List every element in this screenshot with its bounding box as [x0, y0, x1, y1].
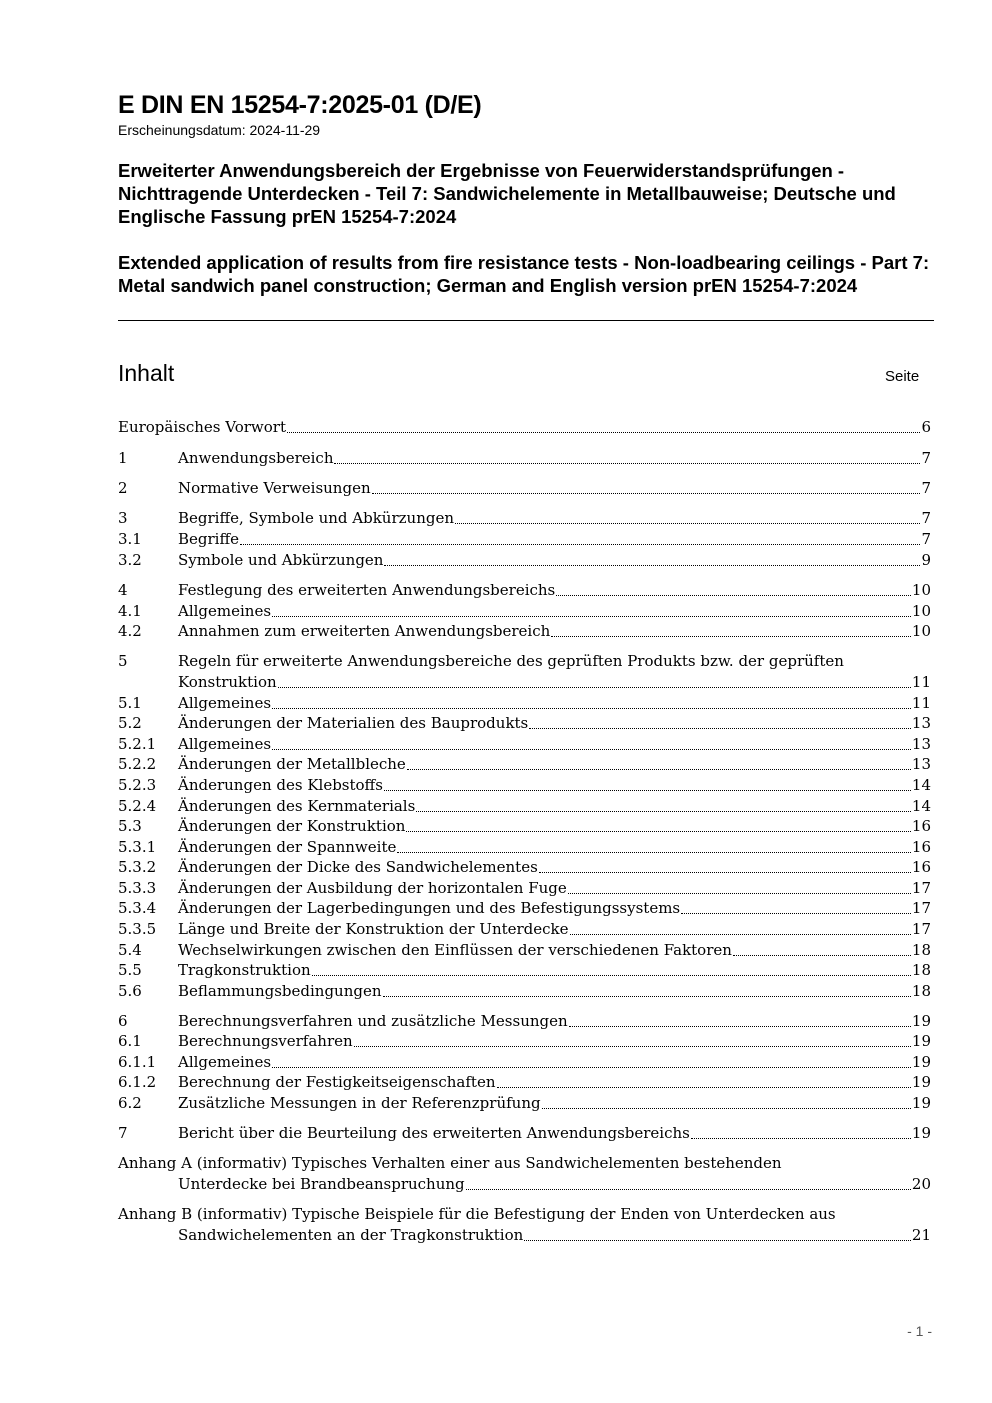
- toc-entry[interactable]: [118, 775, 931, 796]
- toc-entry[interactable]: [118, 940, 931, 961]
- toc-entry-number: 5.2.1: [118, 735, 157, 753]
- toc-entry[interactable]: [118, 529, 931, 550]
- toc-entry[interactable]: [118, 417, 931, 438]
- toc-entry-title: Berechnungsverfahren: [178, 1032, 353, 1050]
- toc-entry-page: 16: [911, 858, 931, 876]
- toc-page-label: Seite: [885, 368, 920, 385]
- toc-dot-leader: [240, 544, 920, 545]
- toc-entry-title: Beflammungsbedingungen: [178, 982, 382, 1000]
- toc-entry-number: 6: [118, 1012, 128, 1030]
- toc-entry-number: 6.2: [118, 1094, 142, 1112]
- toc-entry[interactable]: [118, 960, 931, 981]
- toc-entry-title-line1-text: Regeln für erweiterte Anwendungsbereiche des geprüften Produkts bzw. der geprüften: [178, 652, 844, 670]
- toc-entry[interactable]: [118, 857, 931, 878]
- toc-entry[interactable]: [118, 672, 931, 693]
- toc-dot-leader: [384, 790, 911, 791]
- toc-entry-number: 7: [118, 1124, 128, 1142]
- toc-dot-leader: [542, 1108, 911, 1109]
- toc-heading: Inhalt: [118, 360, 175, 386]
- toc-dot-leader: [397, 852, 911, 853]
- toc-dot-leader: [278, 687, 911, 688]
- toc-entry[interactable]: [118, 1031, 931, 1052]
- toc-entry[interactable]: [118, 713, 931, 734]
- toc-dot-leader: [556, 595, 911, 596]
- toc-entry-number: 6.1: [118, 1032, 142, 1050]
- page-number: - 1 -: [907, 1323, 932, 1339]
- toc-dot-leader: [287, 432, 920, 433]
- toc-dot-leader: [312, 975, 911, 976]
- toc-entry[interactable]: [118, 878, 931, 899]
- toc-dot-leader: [466, 1189, 911, 1190]
- toc-entry[interactable]: [118, 1225, 931, 1246]
- title-german: Erweiterter Anwendungsbereich der Ergebnisse von Feuerwiderstandsprüfungen - Nichttragende Unterdecken - Teil 7: Sandwichelemente in Metallbauweise; Deutsche und Englische Fassung prEN 15254-7:2024: [118, 160, 896, 227]
- toc-entry-title: Sandwichelementen an der Tragkonstruktion: [178, 1226, 524, 1244]
- toc-entry-page: 19: [911, 1053, 931, 1071]
- toc-entry-title-line1: [118, 1204, 931, 1225]
- toc-entry-title-line1: [118, 651, 931, 672]
- toc-entry[interactable]: [118, 754, 931, 775]
- toc-entry[interactable]: [118, 621, 931, 642]
- toc-entry-page: 14: [911, 776, 931, 794]
- toc-entry-page: 13: [911, 714, 931, 732]
- toc-entry-number: 5.3.4: [118, 899, 157, 917]
- toc-entry-page: 11: [911, 673, 931, 691]
- toc-entry[interactable]: [118, 1052, 931, 1073]
- toc-entry-title: Wechselwirkungen zwischen den Einflüssen der verschiedenen Faktoren: [178, 941, 732, 959]
- toc-entry-title: Begriffe, Symbole und Abkürzungen: [178, 509, 454, 527]
- toc-entry-number: 5.2.3: [118, 776, 157, 794]
- toc-entry-title-line1-text: Anhang B (informativ) Typische Beispiele für die Befestigung der Enden von Unterdecken aus: [118, 1205, 836, 1223]
- toc-dot-leader: [568, 893, 911, 894]
- toc-dot-leader: [334, 463, 920, 464]
- toc-entry-page: 10: [911, 602, 931, 620]
- toc-entry-title: Änderungen des Kernmaterials: [178, 797, 416, 815]
- toc-entry-page: 9: [921, 551, 931, 569]
- toc-entry-page: 16: [911, 838, 931, 856]
- toc-entry-number: 5.3.2: [118, 858, 157, 876]
- toc-entry-page: 19: [911, 1012, 931, 1030]
- toc-entry-page: 18: [911, 941, 931, 959]
- toc-entry-number: 5.2.2: [118, 755, 157, 773]
- toc-entry-title: Berechnung der Festigkeitseigenschaften: [178, 1073, 496, 1091]
- toc-entry-title: Allgemeines: [178, 694, 272, 712]
- title-english: Extended application of results from fire resistance tests - Non-loadbearing ceilings - Part 7: Metal sandwich panel construction; German and English version prEN 15254-7:2024: [118, 252, 930, 296]
- toc-dot-leader: [524, 1240, 911, 1241]
- toc-dot-leader: [372, 493, 921, 494]
- toc-dot-leader: [407, 769, 911, 770]
- toc-entry-title: Konstruktion: [178, 673, 277, 691]
- toc-entry-number: 4.1: [118, 602, 142, 620]
- toc-entry-number: 5.4: [118, 941, 142, 959]
- toc-entry-page: 19: [911, 1124, 931, 1142]
- toc-entry-title: Allgemeines: [178, 1053, 272, 1071]
- toc-dot-leader: [497, 1087, 911, 1088]
- toc-dot-leader: [416, 811, 911, 812]
- toc-entry-title: Festlegung des erweiterten Anwendungsbereichs: [178, 581, 556, 599]
- toc-entry-page: 14: [911, 797, 931, 815]
- toc-entry-title: Allgemeines: [178, 602, 272, 620]
- toc-entry-title: Begriffe: [178, 530, 240, 548]
- toc-entry-title: Änderungen des Klebstoffs: [178, 776, 383, 794]
- toc-entry-number: 3.2: [118, 551, 142, 569]
- toc-dot-leader: [383, 996, 911, 997]
- toc-entry[interactable]: [118, 734, 931, 755]
- toc-entry-page: 13: [911, 735, 931, 753]
- toc-entry-number: 5.1: [118, 694, 142, 712]
- toc-entry[interactable]: [118, 1174, 931, 1195]
- toc-entry-title: Annahmen zum erweiterten Anwendungsbereich: [178, 622, 551, 640]
- toc-entry-number: 5.6: [118, 982, 142, 1000]
- toc-entry-page: 7: [921, 479, 931, 497]
- toc-entry-number: 5.3.3: [118, 879, 157, 897]
- toc-entry-number: 5: [118, 652, 128, 670]
- toc-dot-leader: [733, 955, 911, 956]
- toc-dot-leader: [354, 1046, 911, 1047]
- toc-entry-title-line1: [118, 1153, 931, 1174]
- toc-entry-title: Berechnungsverfahren und zusätzliche Messungen: [178, 1012, 568, 1030]
- toc-entry-number: 4.2: [118, 622, 142, 640]
- toc-dot-leader: [406, 831, 910, 832]
- toc-entry-number: 5.2: [118, 714, 142, 732]
- toc-entry-number: 2: [118, 479, 128, 497]
- toc-entry[interactable]: [118, 981, 931, 1002]
- toc-entry-page: 7: [921, 530, 931, 548]
- toc-entry-number: 5.5: [118, 961, 142, 979]
- toc-dot-leader: [569, 1026, 911, 1027]
- toc-entry-page: 16: [911, 817, 931, 835]
- toc-entry-title: Allgemeines: [178, 735, 272, 753]
- toc-entry-title: Anwendungsbereich: [178, 449, 334, 467]
- toc-entry[interactable]: [118, 550, 931, 571]
- toc-entry-number: 5.2.4: [118, 797, 157, 815]
- toc-entry-title: Änderungen der Materialien des Bauprodukts: [178, 714, 529, 732]
- toc-entry-page: 10: [911, 581, 931, 599]
- toc-entry-number: 1: [118, 449, 128, 467]
- toc-entry-number: 6.1.1: [118, 1053, 157, 1071]
- toc-entry-page: 21: [911, 1226, 931, 1244]
- toc-entry-title: Länge und Breite der Konstruktion der Unterdecke: [178, 920, 569, 938]
- toc-entry[interactable]: [118, 508, 931, 529]
- toc-entry-page: 6: [921, 418, 931, 436]
- toc-entry[interactable]: [118, 1072, 931, 1093]
- toc-entry-title: Änderungen der Spannweite: [178, 838, 397, 856]
- toc-entry-number: 4: [118, 581, 128, 599]
- toc-entry-page: 20: [911, 1175, 931, 1193]
- toc-entry-number: 5.3: [118, 817, 142, 835]
- toc-entry-title: Europäisches Vorwort: [118, 418, 286, 436]
- toc-entry[interactable]: [118, 478, 931, 499]
- toc-entry-title: Unterdecke bei Brandbeanspruchung: [178, 1175, 465, 1193]
- toc-dot-leader: [272, 1067, 911, 1068]
- toc-dot-leader: [272, 749, 911, 750]
- toc-entry[interactable]: [118, 1123, 931, 1144]
- toc-entry[interactable]: [118, 693, 931, 714]
- toc-entry-number: 3.1: [118, 530, 142, 548]
- toc-entry-title-line1-text: Anhang A (informativ) Typisches Verhalten einer aus Sandwichelementen bestehenden: [118, 1154, 782, 1172]
- toc-entry-title: Änderungen der Konstruktion: [178, 817, 406, 835]
- toc-dot-leader: [384, 565, 920, 566]
- toc-dot-leader: [272, 616, 911, 617]
- toc-entry-page: 7: [921, 509, 931, 527]
- toc-entry-number: 3: [118, 509, 128, 527]
- toc-dot-leader: [570, 934, 911, 935]
- toc-entry-page: 18: [911, 982, 931, 1000]
- toc-entry-page: 13: [911, 755, 931, 773]
- toc-entry[interactable]: [118, 1093, 931, 1114]
- toc-dot-leader: [272, 708, 911, 709]
- toc-entry[interactable]: [118, 919, 931, 940]
- toc-entry-page: 17: [911, 920, 931, 938]
- toc-dot-leader: [551, 636, 911, 637]
- toc-entry-number: 6.1.2: [118, 1073, 157, 1091]
- toc-entry-title: Zusätzliche Messungen in der Referenzprüfung: [178, 1094, 541, 1112]
- toc-dot-leader: [455, 523, 920, 524]
- toc-dot-leader: [681, 913, 911, 914]
- toc-entry-page: 19: [911, 1094, 931, 1112]
- toc-entry-title: Symbole und Abkürzungen: [178, 551, 384, 569]
- toc-entry-title: Bericht über die Beurteilung des erweiterten Anwendungsbereichs: [178, 1124, 690, 1142]
- toc-entry-title: Normative Verweisungen: [178, 479, 371, 497]
- toc-entry[interactable]: [118, 898, 931, 919]
- toc-entry-title: Änderungen der Ausbildung der horizontalen Fuge: [178, 879, 567, 897]
- toc-entry-title: Änderungen der Dicke des Sandwichelementes: [178, 858, 538, 876]
- toc-entry-page: 17: [911, 899, 931, 917]
- toc-entry-page: 19: [911, 1032, 931, 1050]
- toc-entry[interactable]: [118, 1011, 931, 1032]
- toc-entry-title: Änderungen der Lagerbedingungen und des Befestigungssystems: [178, 899, 681, 917]
- toc-entry-title: Änderungen der Metallbleche: [178, 755, 406, 773]
- toc-entry-page: 10: [911, 622, 931, 640]
- toc-entry-number: 5.3.1: [118, 838, 157, 856]
- toc-entry-page: 19: [911, 1073, 931, 1091]
- toc-entry-page: 7: [921, 449, 931, 467]
- toc-entry[interactable]: [118, 448, 931, 469]
- toc-entry[interactable]: [118, 601, 931, 622]
- toc-dot-leader: [539, 872, 911, 873]
- toc-entry-page: 18: [911, 961, 931, 979]
- toc-entry[interactable]: [118, 580, 931, 601]
- publication-date: Erscheinungsdatum: 2024-11-29: [118, 122, 321, 138]
- document-title: E DIN EN 15254-7:2025-01 (D/E): [118, 91, 482, 119]
- toc-entry-page: 17: [911, 879, 931, 897]
- title-divider: [118, 320, 934, 321]
- toc-entry[interactable]: [118, 816, 931, 837]
- toc-entry-number: 5.3.5: [118, 920, 157, 938]
- toc-entry-page: 11: [911, 694, 931, 712]
- toc-dot-leader: [529, 728, 911, 729]
- toc-entry[interactable]: [118, 837, 931, 858]
- toc-dot-leader: [691, 1138, 911, 1139]
- toc-entry-title: Tragkonstruktion: [178, 961, 311, 979]
- toc-entry[interactable]: [118, 796, 931, 817]
